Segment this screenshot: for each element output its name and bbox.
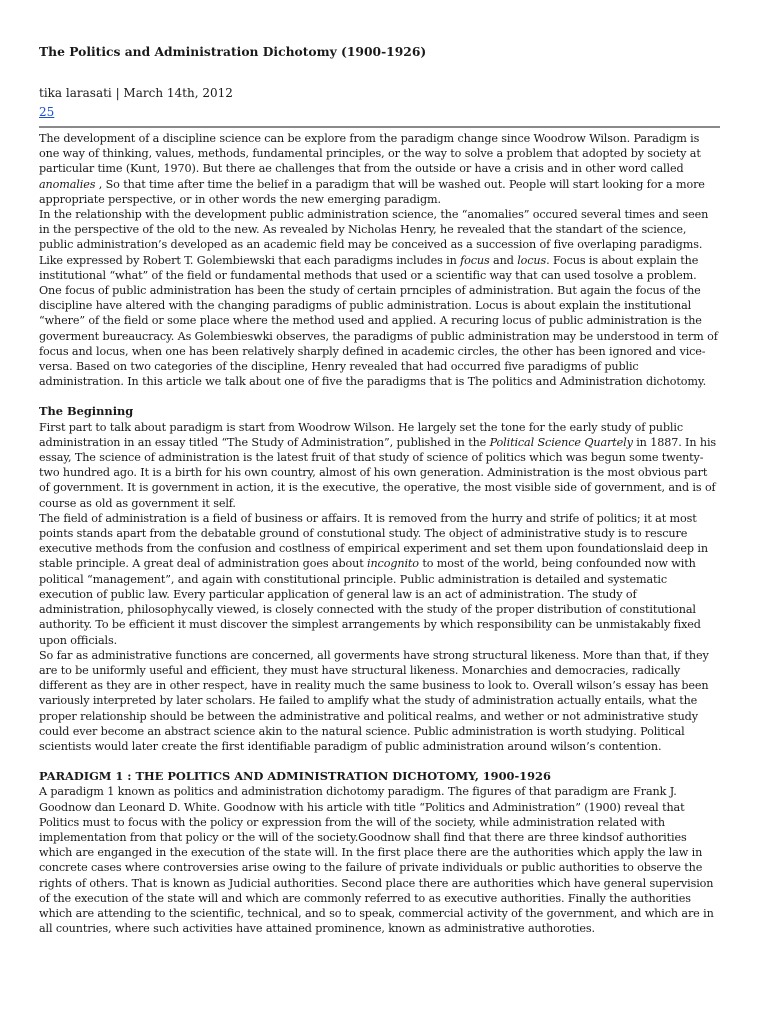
beginning-paragraph-3: So far as administrative functions are concerned, all goverments have strong structural likeness. More than that, if they are to be uniformly useful and efficient, they must have structural likeness. Monarchies and democracies, radically different as they are in other respect, have in reality much the same business to look to. Overall wilson’s essay has been variously interpreted by later scholars. He failed to amplify what the study of administration actually entails, what the proper relationship should be between the administrative and political realms, and wether or not administrative study could ever become an abstract science akin to the natural science. Public administration is worth studying. Political scientists would later create the first identifiable paradigm of public administration around wilson’s contention. bbox=[39, 648, 709, 753]
paradigm-1-paragraph: A paradigm 1 known as politics and administration dichotomy paradigm. The figures of that paradigm are Frank J. Goodnow dan Leonard D. White. Goodnow with his article with title “Politics and Administration” (1900) reveal that Politics must to focus with the policy or expression from the will of the society, while administration related with implementation from that policy or the will of the society.Goodnow shall find that there are three kindsof authorities which are enganged in the execution of the state will. In the first place there are the authorities which apply the law in concrete cases where controversies arise owing to the failure of private individuals or public authorities to observe the rights of others. That is known as Judicial authorities. Second place there are authorities which have general supervision of the execution of the state will and which are commonly referred to as executive authorities. Finally the authorities which are attending to the scientific, technical, and so to speak, commercial activity of the government, and which are in all countries, where such activities have attained prominence, known as administrative authoroties. bbox=[39, 785, 714, 936]
section-heading-paradigm-1: PARADIGM 1 : THE POLITICS AND ADMINISTRATION DICHOTOMY, 1900-1926 bbox=[39, 769, 551, 784]
comments-count-link[interactable]: 25 bbox=[39, 105, 55, 119]
section-gap bbox=[39, 754, 720, 769]
beginning-paragraph-2: The field of administration is a field of business or affairs. It is removed from the hurry and strife of politics; it at most points stands apart from the debatable ground of constutional study. The object of administrative study is to rescure executive methods from the confusion and costlness of empirical experiment and set them upon foundationslaid deep in stable principle. A great deal of administration goes about incognito to most of the world, being confounded now with political “management”, and again with constitutional principle. Public administration is detailed and systematic execution of public law. Every particular application of general law is an act of administration. The study of administration, philosophycally viewed, is closely connected with the study of the proper distribution of constitutional authority. To be efficient it must discover the simplest arrangements by which responsibility can be unmistakably fixed upon officials. bbox=[39, 511, 708, 647]
intro-paragraph-1: The development of a discipline science can be explore from the paradigm change since Woodrow Wilson. Paradigm is one way of thinking, values, methods, fundamental principles, or the way to solve a problem that adopted by society at particular time (Kunt, 1970). But there ae challenges that from the outside or have a crisis and in other word called anomalies , So that time after time the belief in a paradigm that will be washed out. People will start looking for a more appropriate perspective, or in other words the new emerging paradigm. bbox=[39, 132, 705, 206]
author-date-byline: tika larasati | March 14th, 2012 bbox=[39, 86, 233, 100]
beginning-paragraph-1: First part to talk about paradigm is start from Woodrow Wilson. He largely set the tone for the early study of public administration in an essay titled “The Study of Administration”, published in the Political Science Quartely in 1887. In his essay, The science of administration is the latest fruit of that study of science of politics which was begun some twenty-two hundred ago. It is a birth for his own country, almost of his own generation. Administration is the most obvious part of government. It is government in action, it is the executive, the operative, the most visible side of government, and is of course as old as government it self. bbox=[39, 420, 717, 510]
section-heading-beginning: The Beginning bbox=[39, 404, 134, 419]
header-divider bbox=[39, 126, 720, 128]
intro-paragraph-2: In the relationship with the development public administration science, the “anomalies” occured several times and seen in the perspective of the old to the new. As revealed by Nicholas Henry, he revealed that the standart of the science, public administration’s developed as an academic field may be conceived as a succession of five overlaping paradigms. Like expressed by Robert T. Golembiewski that each paradigms includes in focus and locus. Focus is about explain the institutional “what” of the field or fundamental methods that used or a scientific way that can used tosolve a problem. One focus of public administration has been the study of certain prnciples of administration. But again the focus of the discipline have altered with the changing paradigms of public administration. Locus is about explain the institutional “where” of the field or some place where the method used and applied. A recuring locus of public administration is the goverment bureaucracy. As Golembieswki observes, the paradigms of public administration may be understood in term of focus and locus, when one has been relatively sharply defined in academic circles, the other has been ignored and vice-versa. Based on two categories of the discipline, Henry revealed that had occurred five paradigms of public administration. In this article we talk about one of five the paradigms that is The politics and Administration dichotomy. bbox=[39, 208, 718, 389]
section-gap bbox=[39, 389, 720, 404]
document-title: The Politics and Administration Dichotomy (1900-1926) bbox=[39, 44, 427, 59]
